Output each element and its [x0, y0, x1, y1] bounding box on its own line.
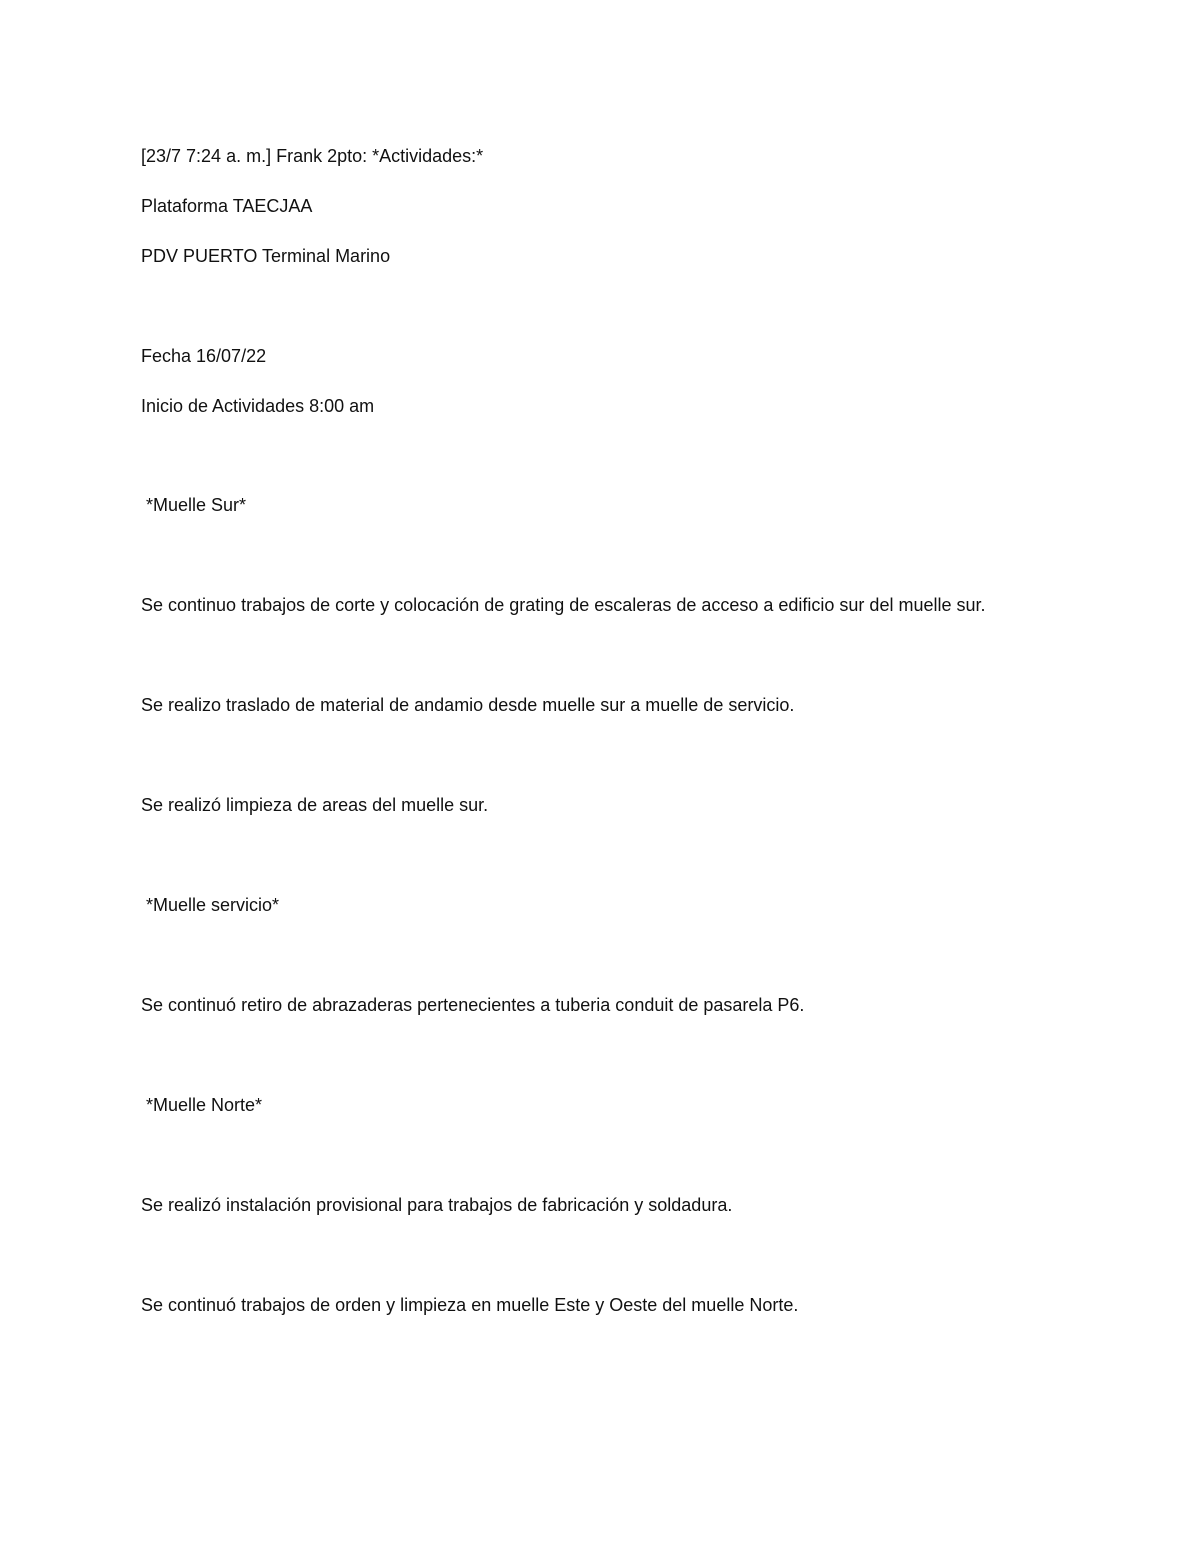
date-line: Fecha 16/07/22 [141, 346, 267, 366]
activity-line: Se continuo trabajos de corte y colocación de grating de escaleras de acceso a edificio sur del muelle sur. [141, 595, 986, 615]
message-header: [23/7 7:24 a. m.] Frank 2pto: *Actividades:* [141, 146, 484, 166]
section-heading-muelle-sur: *Muelle Sur* [146, 495, 247, 515]
start-time-line: Inicio de Actividades 8:00 am [141, 396, 375, 416]
activity-line: Se realizó limpieza de areas del muelle sur. [141, 795, 489, 815]
activity-line: Se continuó trabajos de orden y limpieza en muelle Este y Oeste del muelle Norte. [141, 1295, 799, 1315]
activity-line: Se continuó retiro de abrazaderas pertenecientes a tuberia conduit de pasarela P6. [141, 995, 805, 1015]
activity-line: Se realizo traslado de material de andamio desde muelle sur a muelle de servicio. [141, 695, 795, 715]
platform-line: Plataforma TAECJAA [141, 196, 313, 216]
location-line: PDV PUERTO Terminal Marino [141, 246, 391, 266]
section-heading-muelle-norte: *Muelle Norte* [146, 1095, 263, 1115]
activity-line: Se realizó instalación provisional para trabajos de fabricación y soldadura. [141, 1195, 733, 1215]
section-heading-muelle-servicio: *Muelle servicio* [146, 895, 280, 915]
